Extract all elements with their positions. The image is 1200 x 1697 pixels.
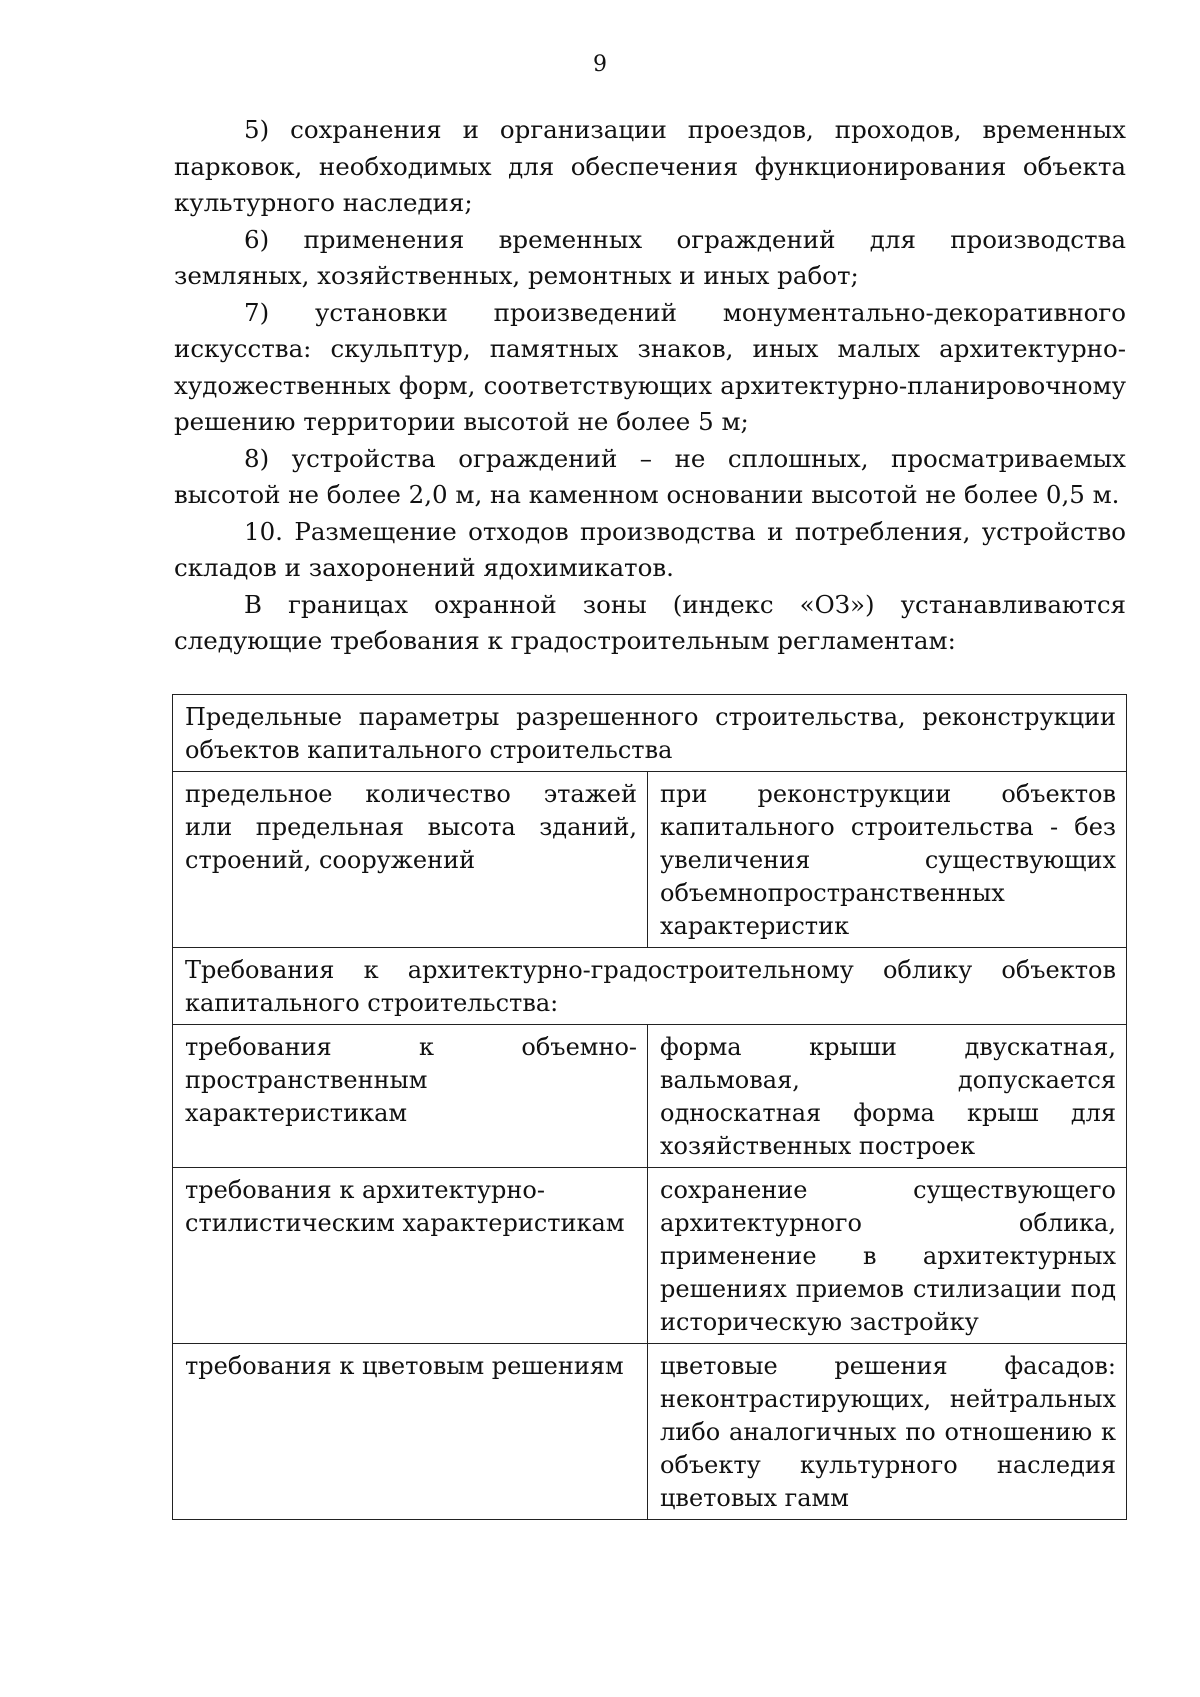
page-number: 9 — [593, 52, 607, 77]
paragraph-item-6: 6) применения временных ограждений для производства земляных, хозяйственных, ремонтных и иных работ; — [174, 224, 1126, 290]
paragraph-item-7: 7) установки произведений монументально-декоративного искусства: скульптур, памятных знаков, иных малых архитектурно-художественных форм, соответствующих архитектурно-планировочному решению территории высотой не более 5 м; — [174, 297, 1126, 436]
paragraph-item-10: 10. Размещение отходов производства и потребления, устройство складов и захоронений ядохимикатов. — [174, 516, 1126, 582]
row-value-floors-height: при реконструкции объектов капитального строительства - без увеличения существующих объемнопространственных характеристик — [648, 772, 1127, 948]
row-value-stylistic: сохранение существующего архитектурного облика, применение в архитектурных решениях приемов стилизации под историческую застройку — [648, 1168, 1127, 1344]
paragraph-item-8: 8) устройства ограждений – не сплошных, просматриваемых высотой не более 2,0 м, на каменном основании высотой не более 0,5 м. — [174, 443, 1126, 509]
paragraph-protection-zone: В границах охранной зоны (индекс «ОЗ») устанавливаются следующие требования к градостроительным регламентам: — [174, 589, 1126, 655]
requirements-table — [172, 694, 1127, 1520]
row-value-color: цветовые решения фасадов: неконтрастирующих, нейтральных либо аналогичных по отношению к объекту культурного наследия цветовых гамм — [648, 1344, 1127, 1520]
section-header-architectural-appearance: Требования к архитектурно-градостроительному облику объектов капитального строительства: — [173, 948, 1127, 1025]
row-label-stylistic: требования к архитектурно-стилистическим характеристикам — [173, 1168, 648, 1344]
table-row — [173, 1168, 1127, 1344]
row-value-volumetric: форма крыши двускатная, вальмовая, допускается односкатная форма крыш для хозяйственных построек — [648, 1025, 1127, 1168]
paragraph-item-5: 5) сохранения и организации проездов, проходов, временных парковок, необходимых для обеспечения функционирования объекта культурного наследия; — [174, 115, 1126, 217]
table-row — [173, 1344, 1127, 1520]
row-label-color: требования к цветовым решениям — [173, 1344, 648, 1520]
section-header-construction-params: Предельные параметры разрешенного строительства, реконструкции объектов капитального строительства — [173, 695, 1127, 772]
table-section-row — [173, 948, 1127, 1025]
table-row — [173, 1025, 1127, 1168]
table-row — [173, 772, 1127, 948]
table-section-row — [173, 695, 1127, 772]
row-label-volumetric: требования к объемно-пространственным характеристикам — [173, 1025, 648, 1168]
body-text — [174, 112, 1126, 660]
row-label-floors-height: предельное количество этажей или предельная высота зданий, строений, сооружений — [173, 772, 648, 948]
